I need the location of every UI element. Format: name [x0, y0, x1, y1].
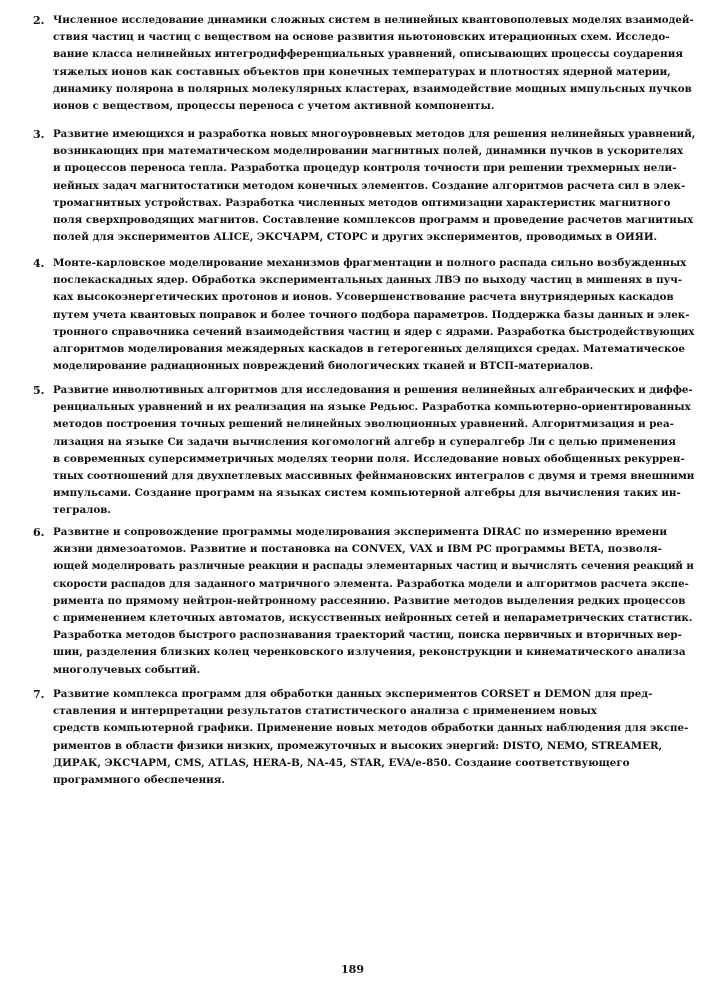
text-line: путем учета квантовых поправок и более точного подбора параметров. Поддержка базы данных и элек- [53, 308, 690, 321]
text-line: послекаскадных ядер. Обработка экспериментальных данных ЛВЭ по выходу частиц в мишенях в пуч- [53, 274, 683, 287]
item-text [53, 524, 695, 679]
item-text [53, 126, 695, 246]
text-line: программного обеспечения. [53, 774, 225, 787]
text-line: тронного справочника сечений взаимодействия частиц и ядер с ядрами. Разработка быстродействующих [53, 325, 695, 338]
text-line: импульсами. Создание программ на языках систем компьютерной алгебры для вычисления таких ин- [53, 487, 681, 500]
text-line: моделирование радиационных повреждений биологических тканей и ВТСП-материалов. [53, 360, 594, 373]
text-line: полей для экспериментов ALICE, ЭКСЧАРМ, СТОРС и других экспериментов, проводимых в ОИЯИ. [53, 231, 658, 244]
text-line: Монте-карловское моделирование механизмов фрагментации и полного распада сильно возбужденных [53, 257, 687, 269]
text-line: римента по прямому нейтрон-нейтронному рассеянию. Развитие методов выделения редких процессов [53, 594, 686, 607]
text-line: нейных задач магнитостатики методом конечных элементов. Создание алгоритмов расчета сил в элек- [53, 179, 686, 192]
text-line: методов построения точных решений нелинейных эволюционных уравнений. Алгоритмизация и реа- [53, 418, 674, 431]
text-line: Развитие инволютивных алгоритмов для исследования и решения нелинейных алгебраических и диффе- [53, 384, 693, 396]
item-number: 4. [33, 257, 45, 270]
text-line: в современных суперсимметричных моделях теории поля. Исследование новых обобщенных рекуррен- [53, 452, 685, 465]
item-text [53, 686, 695, 789]
text-line: ках высокоэнергетических протонов и ионов. Усовершенствование расчета внутриядерных каскадов [53, 291, 674, 304]
text-line: ставления и интерпретации результатов статистического анализа с применением новых [53, 705, 597, 718]
text-line: ДИРАК, ЭКСЧАРМ, CMS, ATLAS, HERA-B, NA-45, STAR, EVA/e-850. Создание соответствующего [53, 756, 630, 769]
text-line: динамику полярона в полярных молекулярных кластерах, взаимодействие мощных импульсных пучков [53, 82, 692, 95]
item-number: 5. [33, 384, 45, 397]
text-line: многолучевых событий. [53, 663, 201, 676]
text-line: тромагнитных устройствах. Разработка численных методов оптимизации характеристик магнитного [53, 196, 671, 209]
text-line: тегралов. [53, 504, 111, 517]
text-line: тяжелых ионов как составных объектов при конечных температурах и плотностях ядерной материи, [53, 65, 671, 78]
text-line: вание класса нелинейных интегродифференциальных уравнений, описывающих процессы соударения [53, 48, 683, 61]
text-line: риментов в области физики низких, промежуточных и высоких энергий: DISTO, NEMO, STREAMER, [53, 739, 663, 752]
item-number: 6. [33, 526, 45, 539]
text-line: возникающих при математическом моделировании магнитных полей, динамики пучков в ускорителях [53, 145, 684, 158]
text-line: Разработка методов быстрого распознавания траекторий частиц, поиска первичных и вторичных вер- [53, 629, 682, 642]
text-line: Развитие имеющихся и разработка новых многоуровневых методов для решения нелинейных уравнений, [53, 128, 696, 140]
item-text [53, 382, 695, 520]
text-line: скорости распадов для заданного матричного элемента. Разработка модели и алгоритмов расчета экспе- [53, 577, 689, 590]
text-line: Развитие и сопровождение программы моделирования эксперимента DIRAC по измерению времени [53, 526, 667, 538]
item-number: 3. [33, 128, 45, 141]
page-number: 189 [341, 963, 364, 976]
text-line: шин, разделения близких колец черенковского излучения, реконструкции и кинематического анализа [53, 646, 686, 659]
item-text [53, 12, 695, 115]
text-line: Развитие комплекса программ для обработки данных экспериментов CORSET и DEMON для пред- [53, 688, 653, 700]
text-line: с применением клеточных автоматов, искусственных нейронных сетей и непараметрических статистик. [53, 612, 693, 625]
item-number: 7. [33, 688, 45, 701]
text-line: ствия частиц и частиц с веществом на основе развития ньютоновских итерационных схем. Исследо- [53, 31, 670, 44]
text-line: поля сверхпроводящих магнитов. Составление комплексов программ и проведение расчетов магнитных [53, 214, 694, 227]
text-line: ющей моделировать различные реакции и распады элементарных частиц и вычислять сечения реакций и [53, 561, 694, 573]
text-line: ренциальных уравнений и их реализация на языке Редьюс. Разработка компьютерно-ориентированных [53, 401, 691, 414]
text-line: лизация на языке Си задачи вычисления когомологий алгебр и супералгебр Ли с целью применения [53, 435, 676, 448]
text-line: ионов с веществом, процессы переноса с учетом активной компоненты. [53, 100, 495, 113]
text-line: жизни димезоатомов. Развитие и постановка на CONVEX, VAX и IBM PC программы BETA, позволя- [53, 543, 662, 556]
text-line: алгоритмов моделирования межядерных каскадов в гетерогенных делящихся средах. Математическое [53, 343, 685, 356]
text-line: и процессов переноса тепла. Разработка процедур контроля точности при решении трехмерных нели- [53, 162, 677, 175]
item-number: 2. [33, 14, 45, 27]
text-line: Численное исследование динамики сложных систем в нелинейных квантовополевых моделях взаимодей- [53, 14, 694, 26]
item-text [53, 255, 695, 375]
text-line: тных соотношений для двухпетлевых массивных фейнмановских интегралов с двумя и тремя внешними [53, 470, 695, 483]
text-line: средств компьютерной графики. Применение новых методов обработки данных наблюдения для экспе- [53, 722, 689, 735]
